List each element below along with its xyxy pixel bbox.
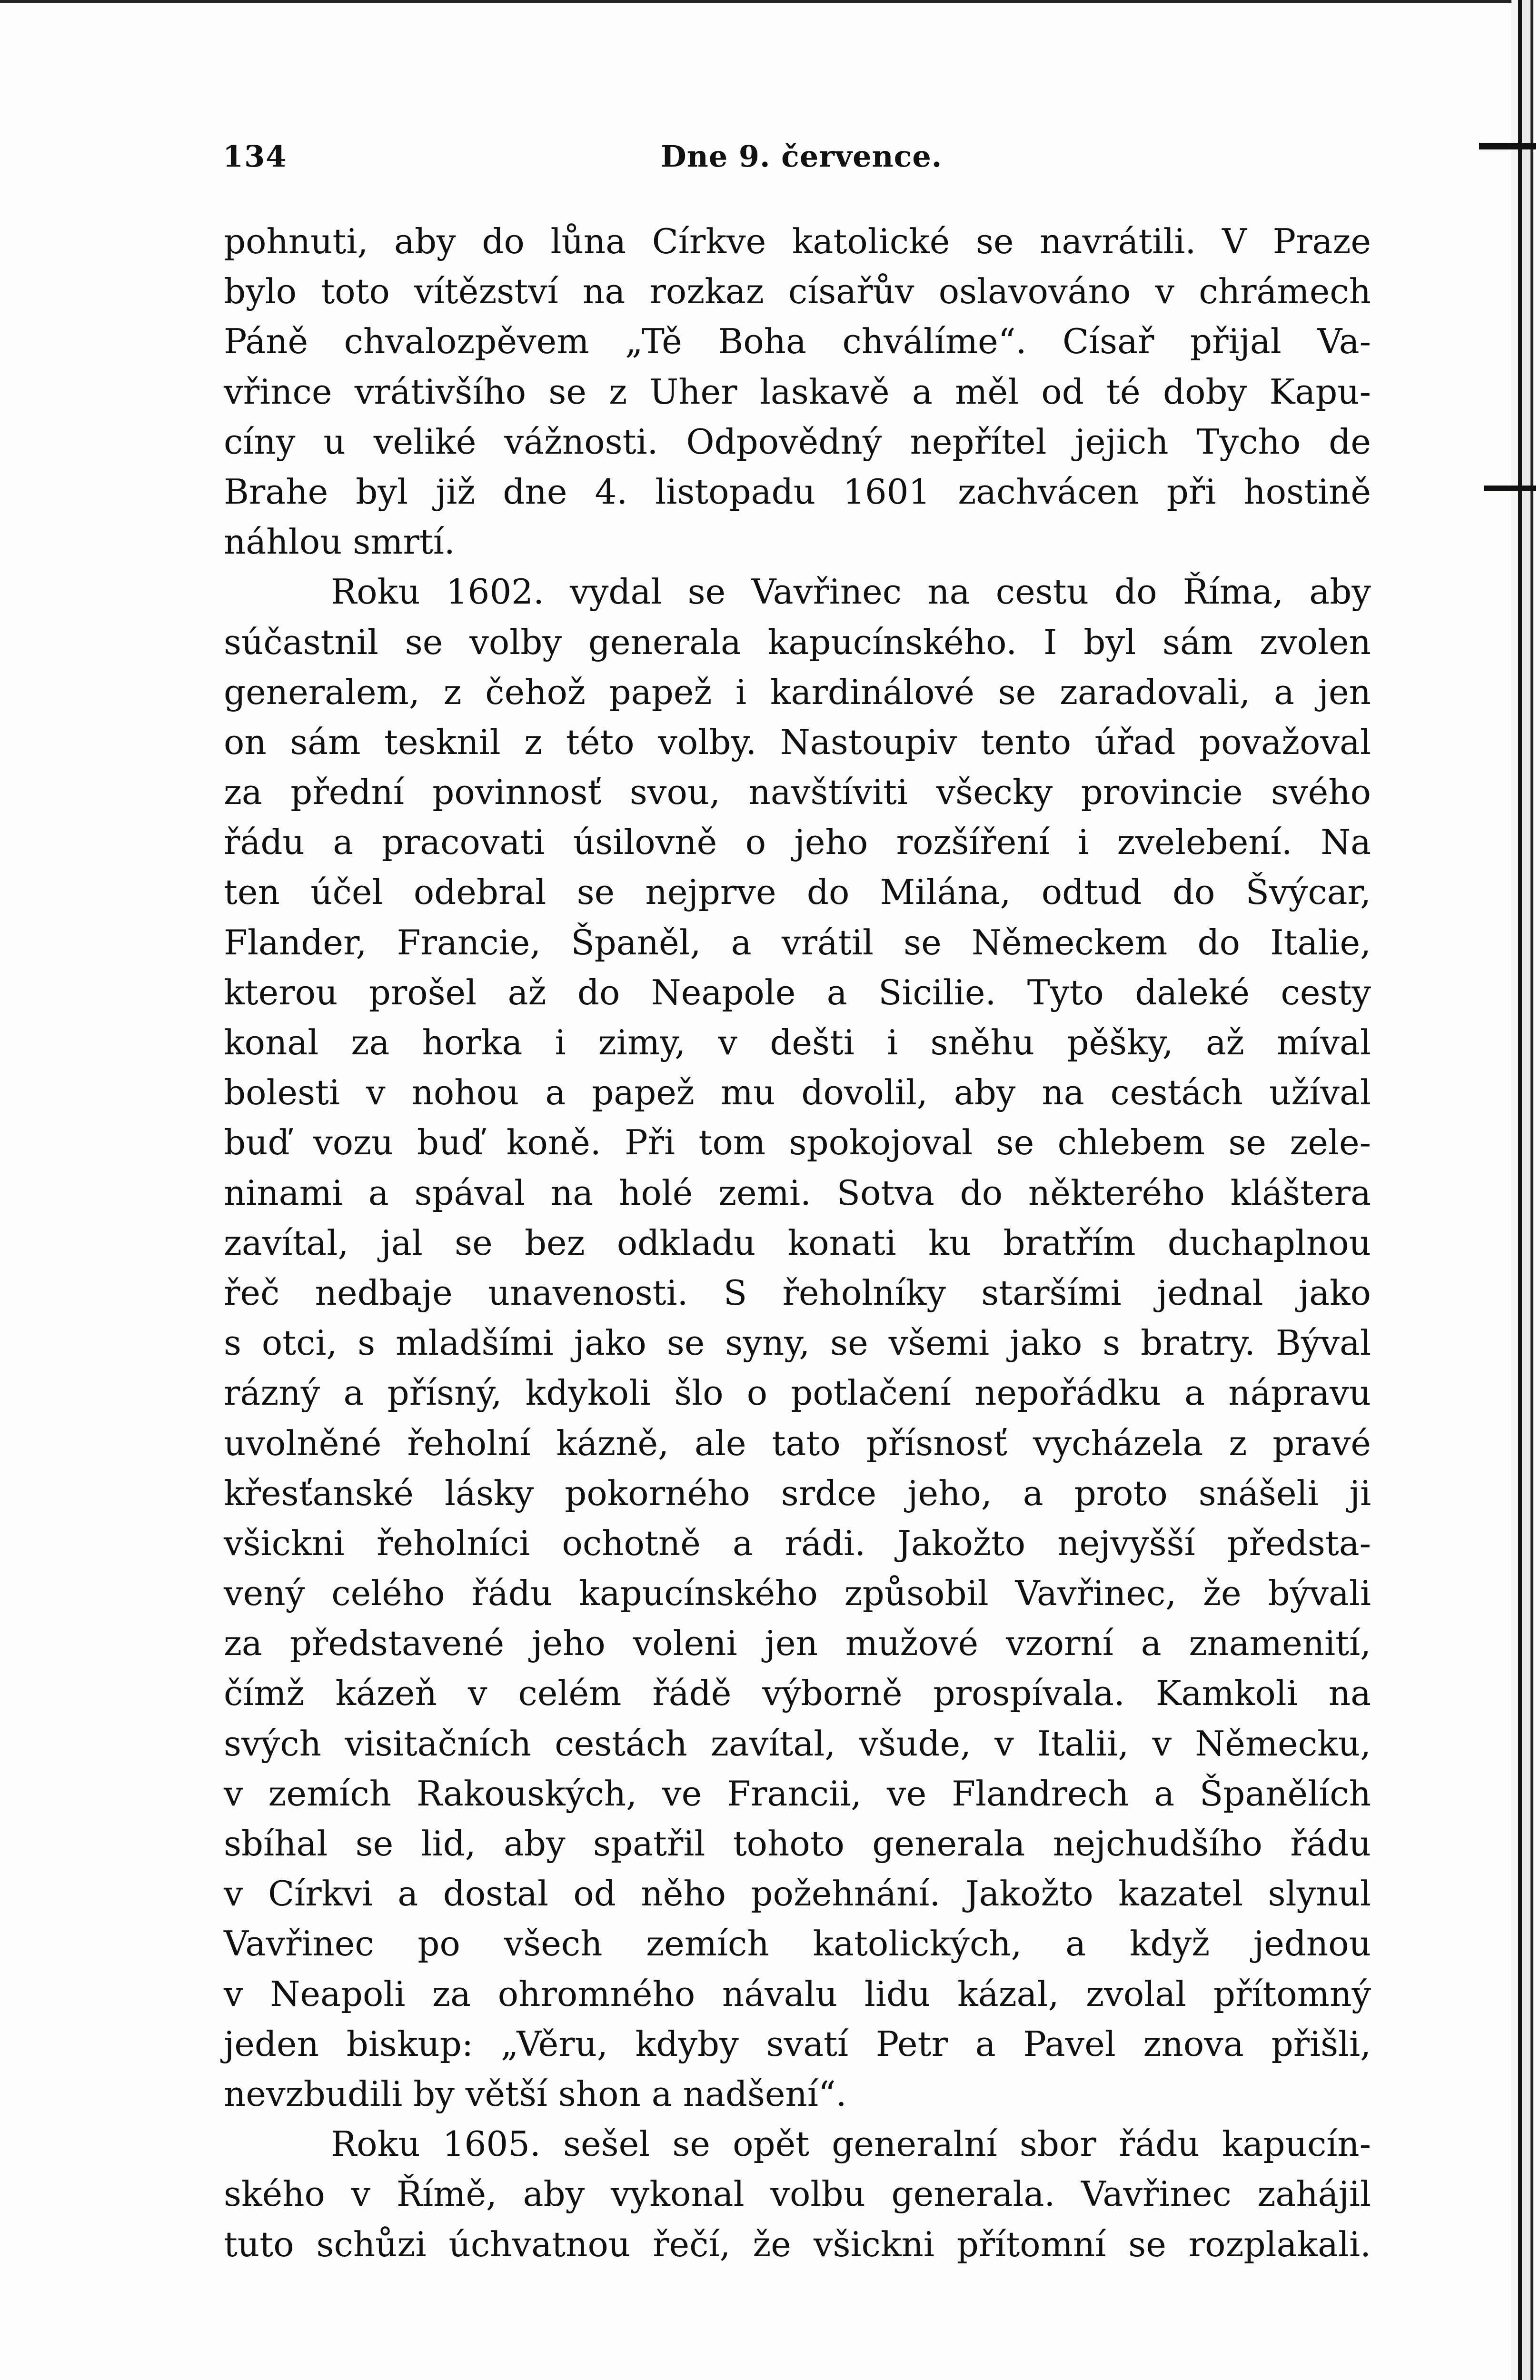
text-line: buď vozu buď koně. Při tom spokojoval se chlebem se zele- bbox=[224, 1122, 1371, 1163]
scan-edge-mark bbox=[1484, 486, 1536, 491]
text-line: uvolněné řeholní kázně, ale tato přísnosť vycházela z pravé bbox=[224, 1423, 1371, 1463]
text-line: vený celého řádu kapucínského způsobil Vavřinec, že bývali bbox=[224, 1573, 1371, 1614]
page-header bbox=[223, 139, 1389, 182]
text-line: súčastnil se volby generala kapucínského. I byl sám zvolen bbox=[224, 622, 1371, 662]
text-line: ninami a spával na holé zemi. Sotva do některého kláštera bbox=[224, 1172, 1371, 1213]
page-number: 134 bbox=[223, 139, 288, 174]
text-line: svých visitačních cestách zavítal, všude, v Italii, v Německu, bbox=[224, 1723, 1371, 1764]
text-line: s otci, s mladšími jako se syny, se všemi jako s bratry. Býval bbox=[224, 1323, 1371, 1363]
text-line: on sám tesknil z této volby. Nastoupiv tento úřad považoval bbox=[224, 722, 1371, 762]
text-line: náhlou smrtí. bbox=[224, 522, 455, 562]
text-line: cíny u veliké vážnosti. Odpovědný nepřítel jejich Tycho de bbox=[224, 421, 1371, 462]
text-line: generalem, z čehož papež i kardinálové se zaradovali, a jen bbox=[224, 672, 1371, 712]
text-line: ského v Římě, aby vykonal volbu generala. Vavřinec zahájil bbox=[224, 2174, 1371, 2214]
text-line: sbíhal se lid, aby spatřil tohoto generala nejchudšího řádu bbox=[224, 1824, 1371, 1864]
text-line: kterou prošel až do Neapole a Sicilie. Tyto daleké cesty bbox=[224, 972, 1371, 1012]
text-line: Roku 1605. sešel se opět generalní sbor řádu kapucín- bbox=[331, 2124, 1371, 2164]
text-line: řeč nedbaje unavenosti. S řeholníky staršími jednal jako bbox=[224, 1272, 1371, 1313]
text-line: konal za horka i zimy, v dešti i sněhu pěšky, až míval bbox=[224, 1022, 1371, 1062]
scan-edge-mark bbox=[1479, 143, 1536, 149]
text-line: rázný a přísný, kdykoli šlo o potlačení nepořádku a nápravu bbox=[224, 1373, 1371, 1413]
text-line: zavítal, jal se bez odkladu konati ku bratřím duchaplnou bbox=[224, 1222, 1371, 1263]
text-line: v zemích Rakouských, ve Francii, ve Flandrech a Španělích bbox=[224, 1773, 1371, 1814]
text-line: všickni řeholníci ochotně a rádi. Jakožto nejvyšší předsta- bbox=[224, 1523, 1371, 1563]
text-line: nevzbudili by větší shon a nadšení“. bbox=[224, 2073, 847, 2114]
scan-right-edge bbox=[1511, 0, 1540, 2380]
text-line: tuto schůzi úchvatnou řečí, že všickni přítomní se rozplakali. bbox=[224, 2224, 1371, 2264]
text-line: Roku 1602. vydal se Vavřinec na cestu do Říma, aby bbox=[331, 572, 1371, 612]
text-line: za přední povinnosť svou, navštíviti všecky provincie svého bbox=[224, 772, 1371, 813]
text-line: v Církvi a dostal od něho požehnání. Jakožto kazatel slynul bbox=[224, 1874, 1371, 1914]
text-line: Páně chvalozpěvem „Tě Boha chválíme“. Císař přijal Va- bbox=[224, 321, 1371, 362]
text-line: za představené jeho voleni jen mužové vzorní a znamenití, bbox=[224, 1623, 1371, 1664]
text-line: řádu a pracovati úsilovně o jeho rozšíření i zvelebení. Na bbox=[224, 822, 1371, 863]
text-line: ten účel odebral se nejprve do Milána, odtud do Švýcar, bbox=[224, 872, 1371, 912]
text-line: vřince vrátivšího se z Uher laskavě a měl od té doby Kapu- bbox=[224, 371, 1371, 412]
body-text bbox=[224, 217, 1371, 2270]
text-line: jeden biskup: „Věru, kdyby svatí Petr a Pavel znova přišli, bbox=[224, 2023, 1371, 2064]
running-title: Dne 9. července. bbox=[661, 139, 943, 174]
text-line: čímž kázeň v celém řádě výborně prospívala. Kamkoli na bbox=[224, 1673, 1371, 1714]
text-line: bolesti v nohou a papež mu dovolil, aby na cestách užíval bbox=[224, 1072, 1371, 1113]
text-line: Brahe byl již dne 4. listopadu 1601 zachvácen při hostině bbox=[224, 471, 1371, 512]
text-line: Flander, Francie, Španěl, a vrátil se Německem do Italie, bbox=[224, 922, 1371, 962]
scan-top-edge bbox=[0, 0, 1540, 3]
text-line: pohnuti, aby do lůna Církve katolické se navrátili. V Praze bbox=[224, 221, 1371, 261]
text-line: křesťanské lásky pokorného srdce jeho, a proto snášeli ji bbox=[224, 1473, 1371, 1513]
text-line: v Neapoli za ohromného návalu lidu kázal, zvolal přítomný bbox=[224, 1973, 1371, 2014]
text-line: Vavřinec po všech zemích katolických, a když jednou bbox=[224, 1924, 1371, 1964]
text-line: bylo toto vítězství na rozkaz císařův oslavováno v chrámech bbox=[224, 271, 1371, 312]
